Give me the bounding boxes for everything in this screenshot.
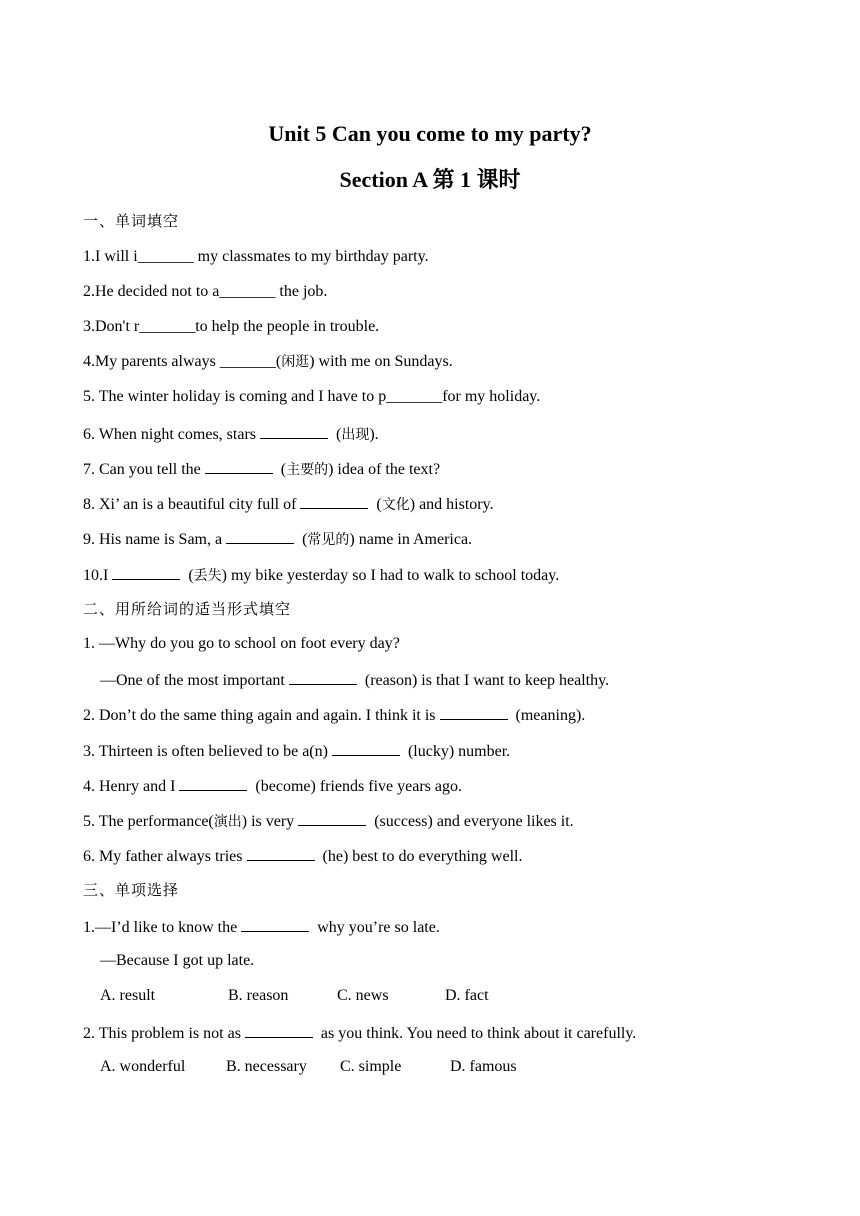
list-item: —One of the most important (reason) is that I want to keep healthy. [100, 669, 609, 691]
answer-blank[interactable] [332, 740, 400, 756]
list-item: 7. Can you tell the (主要的) idea of the text? [83, 458, 440, 480]
list-item: 6. When night comes, stars (出现). [83, 423, 379, 445]
option-b[interactable]: B. necessary [226, 1058, 307, 1075]
question: 2. This problem is not as as you think. You need to think about it carefully. [83, 1022, 636, 1044]
list-item: 1. —Why do you go to school on foot every day? [83, 635, 400, 652]
answer-blank[interactable] [179, 775, 247, 791]
question: 1.—I’d like to know the why you’re so late. [83, 916, 440, 938]
option-d[interactable]: D. famous [450, 1058, 517, 1075]
list-item: 2. Don’t do the same thing again and again. I think it is (meaning). [83, 704, 585, 726]
answer-blank[interactable] [298, 810, 366, 826]
section-heading: 一、单词填空 [83, 212, 180, 230]
answer-blank[interactable] [112, 564, 180, 580]
list-item: 4.My parents always _______(闲逛) with me on Sundays. [83, 353, 453, 370]
question-reply: —Because I got up late. [100, 952, 255, 969]
section-title: Section A 第 1 课时 [339, 167, 521, 192]
answer-blank[interactable] [440, 704, 508, 720]
list-item: 3. Thirteen is often believed to be a(n) (lucky) number. [83, 740, 510, 762]
answer-blank[interactable] [247, 845, 315, 861]
answer-blank[interactable] [300, 493, 368, 509]
list-item: 9. His name is Sam, a (常见的) name in America. [83, 528, 472, 550]
answer-blank[interactable] [241, 916, 309, 932]
list-item: 4. Henry and I (become) friends five years ago. [83, 775, 462, 797]
document-title: Unit 5 Can you come to my party? [268, 121, 592, 146]
list-item: 3.Don't r_______to help the people in trouble. [83, 318, 380, 335]
list-item: 5. The performance(演出) is very (success) and everyone likes it. [83, 810, 574, 832]
option-c[interactable]: C. simple [340, 1058, 402, 1075]
list-item: 6. My father always tries (he) best to do everything well. [83, 845, 522, 867]
option-a[interactable]: A. result [100, 987, 156, 1004]
answer-blank[interactable] [226, 528, 294, 544]
option-b[interactable]: B. reason [228, 987, 289, 1004]
list-item: 5. The winter holiday is coming and I have to p_______for my holiday. [83, 388, 541, 405]
section-heading: 三、单项选择 [83, 881, 180, 899]
answer-blank[interactable] [289, 669, 357, 685]
section-heading: 二、用所给词的适当形式填空 [83, 600, 292, 618]
list-item: 8. Xi’ an is a beautiful city full of (文化) and history. [83, 493, 494, 515]
answer-blank[interactable] [205, 458, 273, 474]
answer-blank[interactable] [245, 1022, 313, 1038]
option-c[interactable]: C. news [337, 987, 389, 1004]
list-item: 1.I will i_______ my classmates to my birthday party. [83, 248, 429, 265]
option-a[interactable]: A. wonderful [100, 1058, 186, 1075]
option-d[interactable]: D. fact [445, 987, 489, 1004]
answer-blank[interactable] [260, 423, 328, 439]
list-item: 10.I (丢失) my bike yesterday so I had to walk to school today. [83, 564, 559, 586]
list-item: 2.He decided not to a_______ the job. [83, 283, 328, 300]
